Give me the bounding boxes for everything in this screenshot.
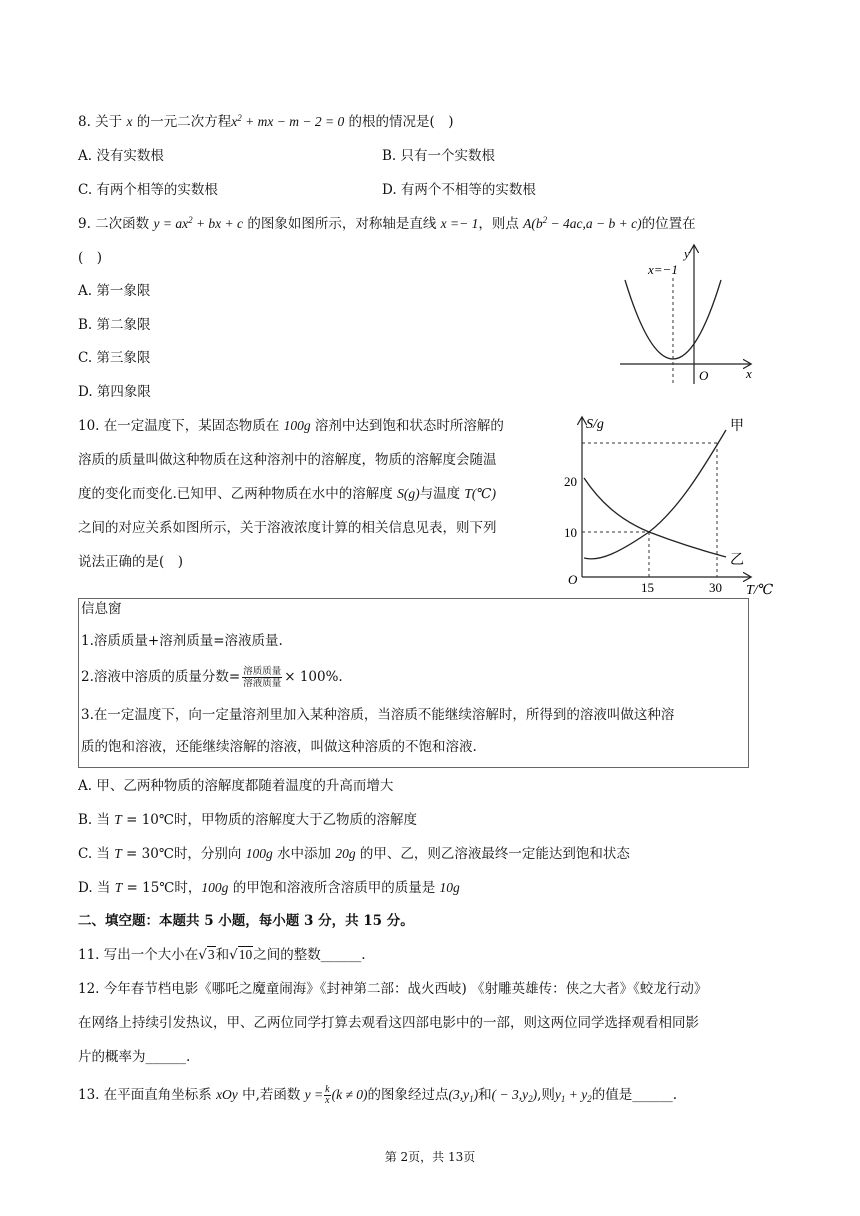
q12-line-3: 片的概率为______. [78, 1049, 191, 1065]
q9-axis-label: x=−1 [648, 262, 678, 277]
q10-series-yi-label: 乙 [730, 553, 744, 568]
q10-option-b: B. 当 T = 10℃时，甲物质的溶解度大于乙物质的溶解度 [78, 812, 417, 828]
q12-line-2: 在网络上持续引发热议，甲、乙两位同学打算去观看这四部电影中的一部，则这两位同学选择观看相同影 [78, 1015, 699, 1031]
q10-x-label: T/℃ [746, 583, 774, 598]
info-item-1: 1.溶质质量+溶剂质量=溶液质量. [81, 633, 283, 649]
q9-x-label: x [746, 366, 752, 381]
info-item-3-line-1: 3.在一定温度下，向一定量溶剂里加入某种溶质，当溶质不能继续溶解时，所得到的溶液叫做这种溶 [81, 707, 675, 723]
q8-stem: 8. 关于 x 的一元二次方程$x^2$ + mx − m − 2 = 0 的根的情况是( ) [78, 113, 454, 130]
q9-y-label: y [684, 246, 690, 261]
q10-x-tick-15: 15 [641, 580, 654, 595]
q10-y-tick-20: 20 [564, 474, 577, 489]
q10-series-jia-label: 甲 [730, 419, 744, 434]
q8-option-a: A. 没有实数根 [78, 148, 164, 164]
q9-stem: 9. 二次函数 $y = ax^2$ + bx + c 的图象如图所示，对称轴是直线 x =− 1，则点 $A(b^2 - 4ac,a - b + c)$的位置在 [78, 215, 696, 232]
q10-origin-label: O [568, 572, 578, 587]
q9-option-a: A. 第一象限 [78, 283, 151, 299]
q9-option-b: B. 第二象限 [78, 317, 151, 333]
section-2-heading: 二、填空题：本题共 5 小题，每小题 3 分，共 15 分。 [78, 913, 414, 929]
q10-curve-yi [584, 478, 726, 557]
q9-paren: ( ) [78, 250, 103, 266]
info-item-2: 2.溶液中溶质的质量分数= $\frac{\text{溶质质量}}{\text{溶液质量}}$ × 100%. [81, 666, 343, 689]
q10-line-5: 说法正确的是( ) [78, 554, 184, 570]
q13-stem: 13. 在平面直角坐标系 xOy 中,若函数 y = $\frac{k}{x}$ (k ≠ 0)的图象经过点$(3,y_1)$和( − $3,y_2$),则$y_1 + y_2$的值是______. [78, 1084, 678, 1106]
info-item-3-line-2: 质的饱和溶液，还能继续溶解的溶液，叫做这种溶质的不饱和溶液. [81, 739, 477, 755]
q8-option-b: B. 只有一个实数根 [382, 148, 496, 164]
q9-parabola-graph [610, 238, 760, 386]
q10-option-d: D. 当 T = 15℃时，100g 的甲饱和溶液所含溶质甲的质量是 10g [78, 880, 460, 896]
q10-line-4: 之间的对应关系如图所示，关于溶液浓度计算的相关信息见表，则下列 [78, 520, 497, 536]
q9-option-d: D. 第四象限 [78, 384, 151, 400]
q10-option-c: C. 当 T = 30℃时，分别向 100g 水中添加 20g 的甲、乙，则乙溶液最终一定能达到饱和状态 [78, 846, 630, 862]
q10-solubility-chart [560, 410, 785, 600]
q9-option-c: C. 第三象限 [78, 350, 151, 366]
page-footer: 第 2页，共 13页 [384, 1150, 476, 1164]
q10-y-label: S/g [586, 417, 604, 432]
q11-stem: 11. 写出一个大小在√3和√10之间的整数______. [78, 947, 366, 963]
q12-line-1: 12. 今年春节档电影《哪吒之魔童闹海》《封神第二部：战火西岐) 《射雕英雄传：侠之大者》《蛟龙行动》 [78, 981, 708, 997]
q9-origin-label: O [699, 368, 709, 383]
q10-x-tick-30: 30 [709, 580, 722, 595]
q10-info-box [78, 598, 749, 768]
q10-curve-jia [584, 430, 726, 559]
q8-option-c: C. 有两个相等的实数根 [78, 182, 218, 198]
q10-y-tick-10: 10 [564, 525, 577, 540]
q10-line-2: 溶质的质量叫做这种物质在这种溶剂中的溶解度，物质的溶解度会随温 [78, 452, 497, 468]
info-title: 信息窗 [81, 601, 122, 617]
q10-option-a: A. 甲、乙两种物质的溶解度都随着温度的升高而增大 [78, 778, 394, 794]
q8-option-d: D. 有两个不相等的实数根 [382, 182, 536, 198]
q10-line-1: 10. 在一定温度下，某固态物质在 100g 溶剂中达到饱和状态时所溶解的 [78, 418, 504, 434]
q10-line-3: 度的变化而变化.已知甲、乙两种物质在水中的溶解度 S(g)与温度 T(℃) [78, 486, 496, 502]
